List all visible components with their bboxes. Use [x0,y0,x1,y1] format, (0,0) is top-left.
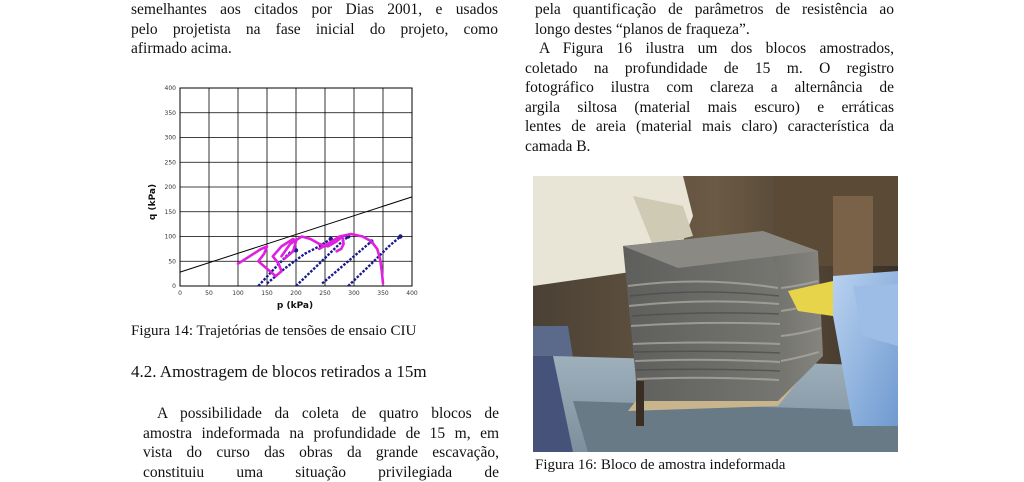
x-tick-label: 350 [377,290,389,297]
y-tick-label: 150 [165,209,177,216]
y-tick-label: 200 [165,184,177,191]
soil-block-illustration [533,176,898,452]
y-tick-label: 0 [172,283,176,290]
paragraph-line: afirmado acima. [131,39,498,59]
paragraph-line: vista do curso das obras da grande escavação, [143,443,499,463]
stress-path-chart [135,82,425,314]
paragraph-line: pela quantificação de parâmetros de resistência ao [525,0,894,20]
paragraph-line: amostra indeformada na profundidade de 15 m, em [143,424,499,444]
y-axis-ticks [165,85,177,290]
y-axis-label: q (kPa) [148,184,158,220]
y-tick-label: 350 [165,110,177,117]
x-axis-label: p (kPa) [277,301,313,311]
x-axis-ticks [178,290,418,297]
y-tick-label: 400 [165,85,177,92]
figure-14-caption: Figura 14: Trajetórias de tensões de ensaio CIU [131,322,416,340]
paragraph-line: A Figura 16 ilustra um dos blocos amostrados, [525,39,894,59]
paragraph-line: argila siltosa (material mais escuro) e erráticas [525,98,894,118]
figure-16-caption: Figura 16: Bloco de amostra indeformada [535,456,785,474]
x-tick-label: 400 [406,290,418,297]
left-column-top-text [131,0,498,59]
right-column-top-text [525,0,894,156]
x-tick-label: 0 [178,290,182,297]
y-tick-label: 300 [165,135,177,142]
left-column-bottom-text [143,404,499,482]
y-tick-label: 100 [165,234,177,241]
paragraph-line: coletado na profundidade de 15 m. O registro [525,59,894,79]
soil-block-photo [533,176,898,452]
x-tick-label: 200 [290,290,302,297]
paragraph-line: camada B. [525,137,894,157]
x-tick-label: 150 [261,290,273,297]
paragraph-line: longo destes “planos de fraqueza”. [525,20,894,40]
paragraph-line: fotográfico ilustra com clareza a alternância de [525,78,894,98]
y-tick-label: 250 [165,159,177,166]
section-heading: 4.2. Amostragem de blocos retirados a 15m [131,362,427,382]
x-tick-label: 250 [319,290,331,297]
paragraph-line: pelo projetista na fase inicial do projeto, como [131,20,498,40]
x-tick-label: 300 [348,290,360,297]
paragraph-line: A possibilidade da coleta de quatro blocos de [143,404,499,424]
paragraph-line: semelhantes aos citados por Dias 2001, e usados [131,0,498,20]
y-tick-label: 50 [168,258,176,265]
paragraph-line: lentes de areia (material mais claro) característica da [525,117,894,137]
paragraph-line: constituiu uma situação privilegiada de [143,463,499,482]
x-tick-label: 50 [205,290,213,297]
x-tick-label: 100 [232,290,244,297]
stress-path-endpoint [398,234,402,238]
